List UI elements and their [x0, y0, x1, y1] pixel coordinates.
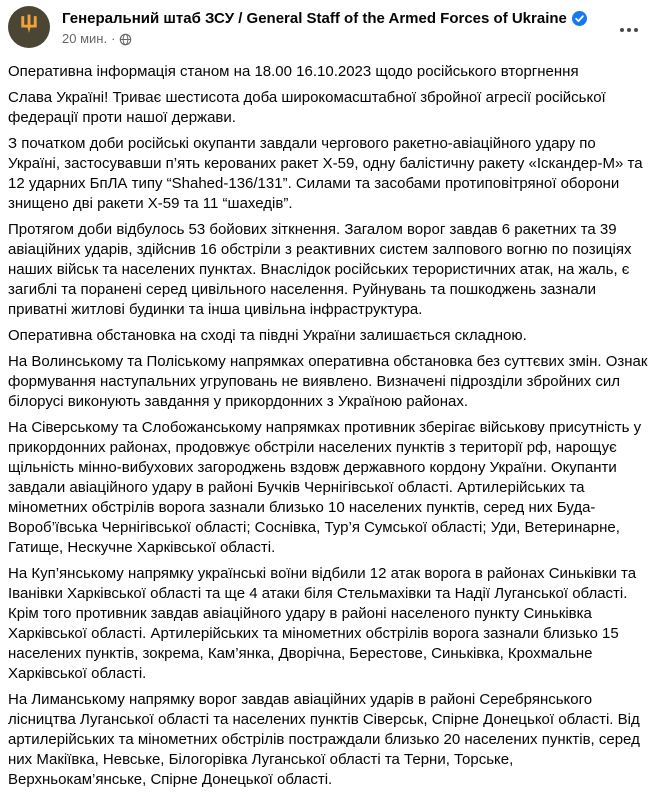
meta-separator: · [111, 31, 116, 46]
trident-emblem-icon [16, 12, 42, 43]
verified-badge-icon [572, 11, 587, 26]
avatar[interactable] [8, 6, 50, 48]
post-paragraph: На Куп’янському напрямку українські воїни відбили 12 атак ворога в районах Синьківки та Іванівки Харківської області та ще 4 атаки біля Стельмахівки та Надії Луганської області. Крім того противник завдав авіаційного удару в районі населеного пункту Синьківка Харківської області. Артилерійських та мінометних обстрілів ворога зазнали близько 15 населених пунктів, зокрема, Кам’янка, Дворічна, Берестове, Синьківка, Крохмальне Харківської області. [8, 565, 637, 682]
header-info [62, 6, 613, 47]
more-options-button[interactable] [613, 14, 645, 46]
post-text [0, 48, 659, 796]
post-paragraph: На Лиманському напрямку ворог завдав авіаційних ударів в районі Серебрянського лісництва Луганської області та населених пунктів Сіверськ, Спірне Донецької області. Від артилерійських та мінометних обстрілів постраждали близько 20 населених пунктів, серед них Макіївка, Невське, Білогорівка Луганської області та Терни, Торське, Верхньокам’янське, Спірне Донецької області. [8, 691, 640, 788]
post-paragraph: На Волинському та Поліському напрямках оперативна обстановка без суттєвих змін. Ознак формування наступальних угруповань не виявлено. Визначені підрозділи збройних сил білорусі виконують завдання у прикордонних з Україною районах. [8, 353, 648, 410]
post-paragraph: Протягом доби відбулось 53 бойових зіткнення. Загалом ворог завдав 6 ракетних та 39 авіаційних ударів, здійснив 16 обстріли з реактивних систем залпового вогню по позиціях наших військ та населених пунктах. Внаслідок російських терористичних атак, на жаль, є загиблі та поранені серед цивільного населення. Руйнувань та пошкоджень зазнали приватні житлові будинки та інша цивільна інфраструктура. [8, 221, 632, 318]
post-paragraph: Оперативна інформація станом на 18.00 16.10.2023 щодо російського вторгнення [8, 63, 579, 80]
globe-privacy-icon [119, 33, 132, 46]
page-name-link[interactable]: Генеральний штаб ЗСУ / General Staff of the Armed Forces of Ukraine [62, 10, 567, 27]
post-paragraph: Слава Україні! Триває шестисота доба широкомасштабної збройної агресії російської федерації проти нашої держави. [8, 89, 606, 126]
more-options-dot [634, 28, 638, 32]
page-name-row [62, 9, 613, 28]
timestamp-link[interactable]: 20 мин. [62, 31, 108, 46]
more-options-dot [620, 28, 624, 32]
post-paragraph: Оперативна обстановка на сході та півдні України залишається складною. [8, 327, 527, 344]
post-paragraph: На Сіверському та Слобожанському напрямках противник зберігає військову присутність у прикордонних районах, продовжує обстріли населених пунктів з території рф, нарощує щільність мінно-вибухових загороджень вздовж державного кордону України. Окупанти завдали авіаційного удару в районі Бучків Чернігівської області. Артилерійських та мінометних обстрілів ворога зазнали близько 10 населених пунктів, серед них Буда-Вороб’ївська Чернігівської області; Соснівка, Тур’я Сумської області; Уди, Ветеринарне, Гатище, Нескучне Харківської області. [8, 419, 642, 556]
more-options-dot [627, 28, 631, 32]
post-meta [62, 31, 613, 47]
post-paragraph: З початком доби російські окупанти завдали чергового ракетно-авіаційного удару по Україні, застосувавши п’ять керованих ракет Х-59, одну балістичну ракету «Іскандер-М» та 12 ударних БпЛА типу “Shahed-136/131”. Силами та засобами протиповітряної оборони знищено дві ракети Х-59 та 11 “шахедів”. [8, 135, 643, 212]
post-header [0, 0, 659, 48]
